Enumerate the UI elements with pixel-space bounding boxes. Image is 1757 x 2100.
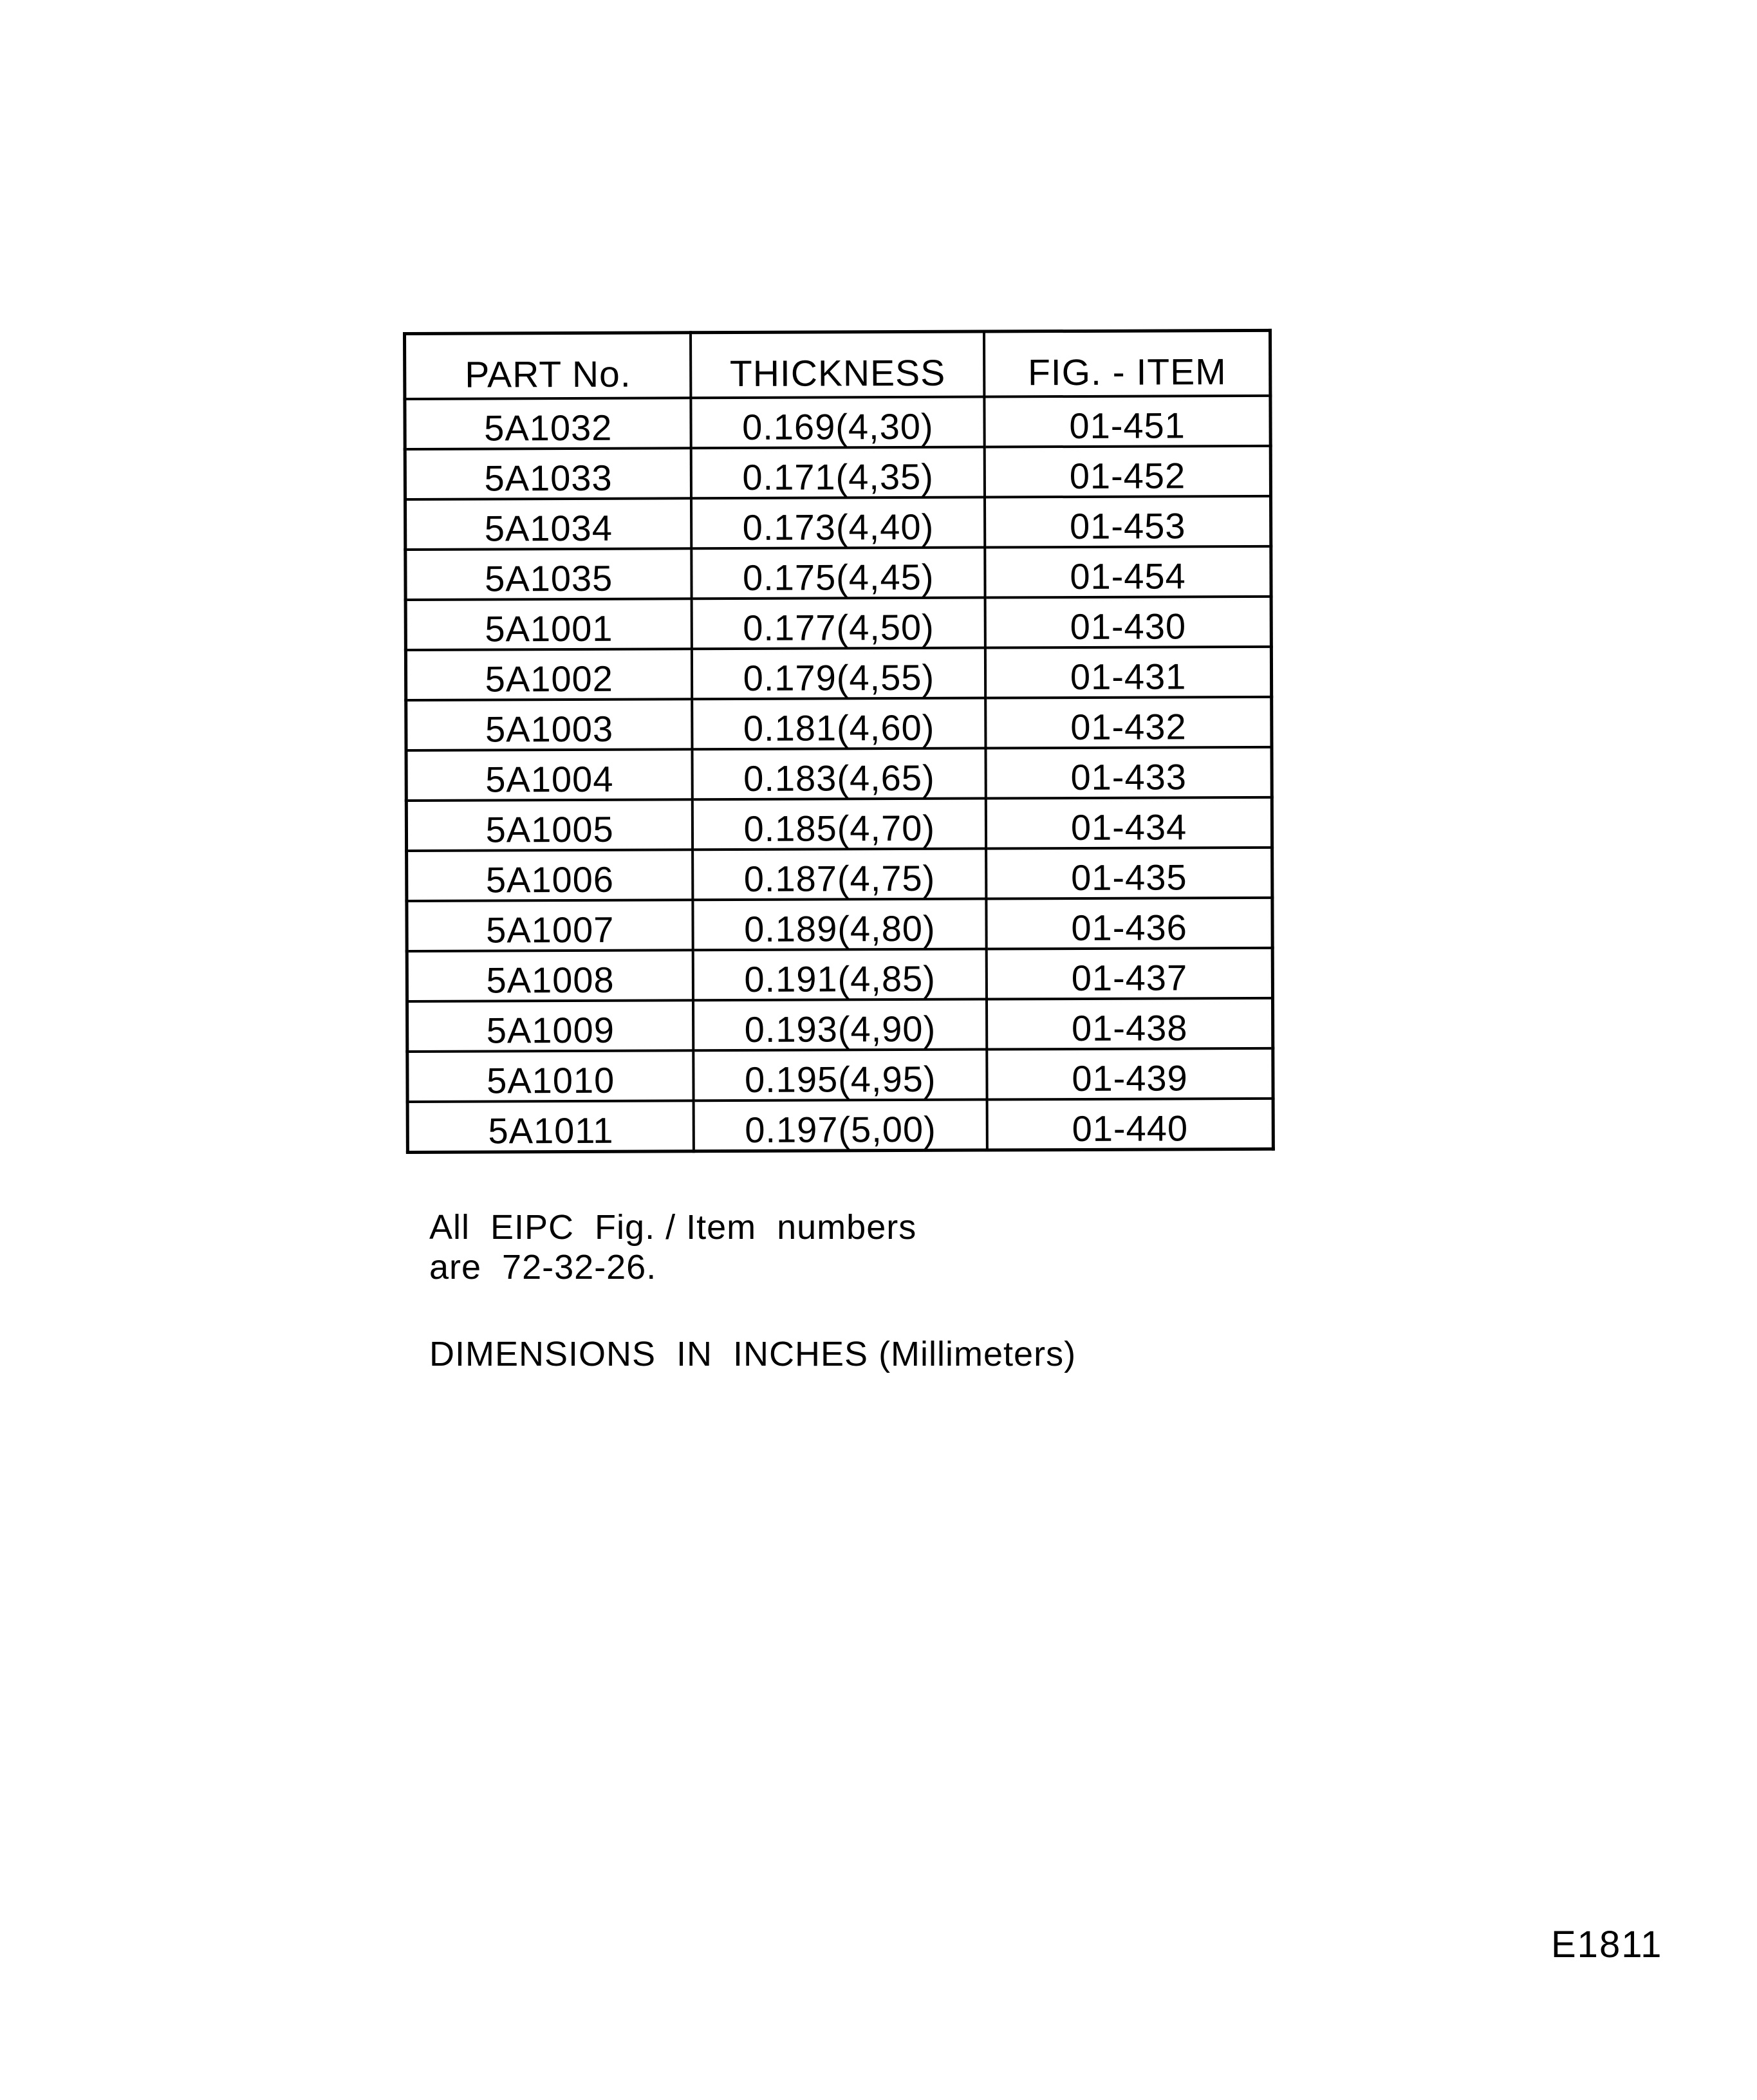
cell-fig-item: 01-439: [987, 1048, 1273, 1100]
header-fig-item: FIG. - ITEM: [984, 330, 1270, 396]
cell-part-no: 5A1011: [407, 1101, 694, 1152]
table-row: [405, 496, 1270, 550]
table-row: [405, 546, 1271, 600]
table-row: [407, 1048, 1273, 1102]
header-thickness: THICKNESS: [691, 331, 984, 398]
table-row: [406, 797, 1272, 851]
cell-part-no: 5A1034: [405, 498, 691, 550]
cell-fig-item: 01-452: [985, 446, 1271, 497]
table-row: [405, 647, 1271, 700]
cell-thickness: 0.191(4,85): [693, 949, 987, 1001]
cell-fig-item: 01-435: [986, 848, 1272, 899]
cell-fig-item: 01-430: [985, 597, 1272, 648]
cell-fig-item: 01-437: [987, 948, 1273, 999]
cell-thickness: 0.195(4,95): [694, 1050, 987, 1101]
table-row: [405, 396, 1270, 449]
table-header-row: [405, 330, 1270, 399]
cell-part-no: 5A1004: [406, 749, 693, 801]
cell-part-no: 5A1001: [405, 599, 692, 650]
table-row: [405, 597, 1271, 650]
cell-thickness: 0.185(4,70): [693, 799, 986, 850]
cell-thickness: 0.187(4,75): [693, 849, 986, 900]
table-row: [407, 998, 1272, 1052]
cell-thickness: 0.171(4,35): [691, 447, 985, 499]
cell-thickness: 0.183(4,65): [693, 748, 986, 800]
cell-thickness: 0.177(4,50): [692, 598, 985, 649]
table-row: [407, 948, 1272, 1001]
cell-part-no: 5A1009: [407, 1000, 693, 1052]
cell-thickness: 0.189(4,80): [693, 899, 987, 951]
cell-part-no: 5A1007: [407, 900, 693, 951]
table-row: [407, 848, 1272, 901]
cell-part-no: 5A1033: [405, 448, 691, 499]
dimensions-unit-note: DIMENSIONS IN INCHES (Millimeters): [429, 1335, 1077, 1373]
cell-thickness: 0.193(4,90): [693, 999, 987, 1051]
cell-thickness: 0.179(4,55): [692, 648, 985, 700]
cell-thickness: 0.181(4,60): [693, 698, 986, 750]
cell-fig-item: 01-438: [987, 998, 1273, 1050]
cell-fig-item: 01-440: [987, 1099, 1274, 1150]
table-row: [407, 898, 1272, 951]
cell-part-no: 5A1035: [405, 548, 692, 600]
cell-fig-item: 01-454: [985, 546, 1271, 598]
table-row: [407, 1099, 1273, 1153]
cell-part-no: 5A1002: [405, 649, 692, 700]
cell-thickness: 0.173(4,40): [691, 497, 985, 549]
header-part-no: PART No.: [405, 333, 691, 399]
cell-part-no: 5A1010: [407, 1050, 694, 1102]
cell-fig-item: 01-433: [986, 747, 1272, 799]
eipc-note-line-2: are 72-32-26.: [429, 1248, 657, 1287]
cell-fig-item: 01-432: [985, 697, 1272, 748]
eipc-note-line-1: All EIPC Fig. / Item numbers: [429, 1208, 917, 1247]
cell-thickness: 0.197(5,00): [694, 1100, 987, 1151]
cell-fig-item: 01-453: [985, 496, 1271, 548]
table-row: [406, 747, 1272, 801]
table-row: [405, 446, 1270, 499]
cell-fig-item: 01-434: [986, 797, 1272, 849]
cell-part-no: 5A1032: [405, 398, 691, 449]
parts-thickness-table: [403, 329, 1275, 1154]
cell-fig-item: 01-451: [985, 396, 1271, 447]
cell-fig-item: 01-431: [985, 647, 1272, 698]
cell-part-no: 5A1006: [407, 850, 693, 901]
cell-thickness: 0.169(4,30): [691, 397, 985, 449]
drawing-id-label: E1811: [1551, 1924, 1663, 1965]
cell-part-no: 5A1005: [406, 799, 693, 851]
table-row: [406, 697, 1272, 750]
cell-part-no: 5A1008: [407, 950, 693, 1001]
eipc-reference-note: [429, 1207, 916, 1287]
cell-part-no: 5A1003: [406, 699, 693, 750]
cell-fig-item: 01-436: [987, 898, 1273, 949]
cell-thickness: 0.175(4,45): [692, 548, 985, 599]
